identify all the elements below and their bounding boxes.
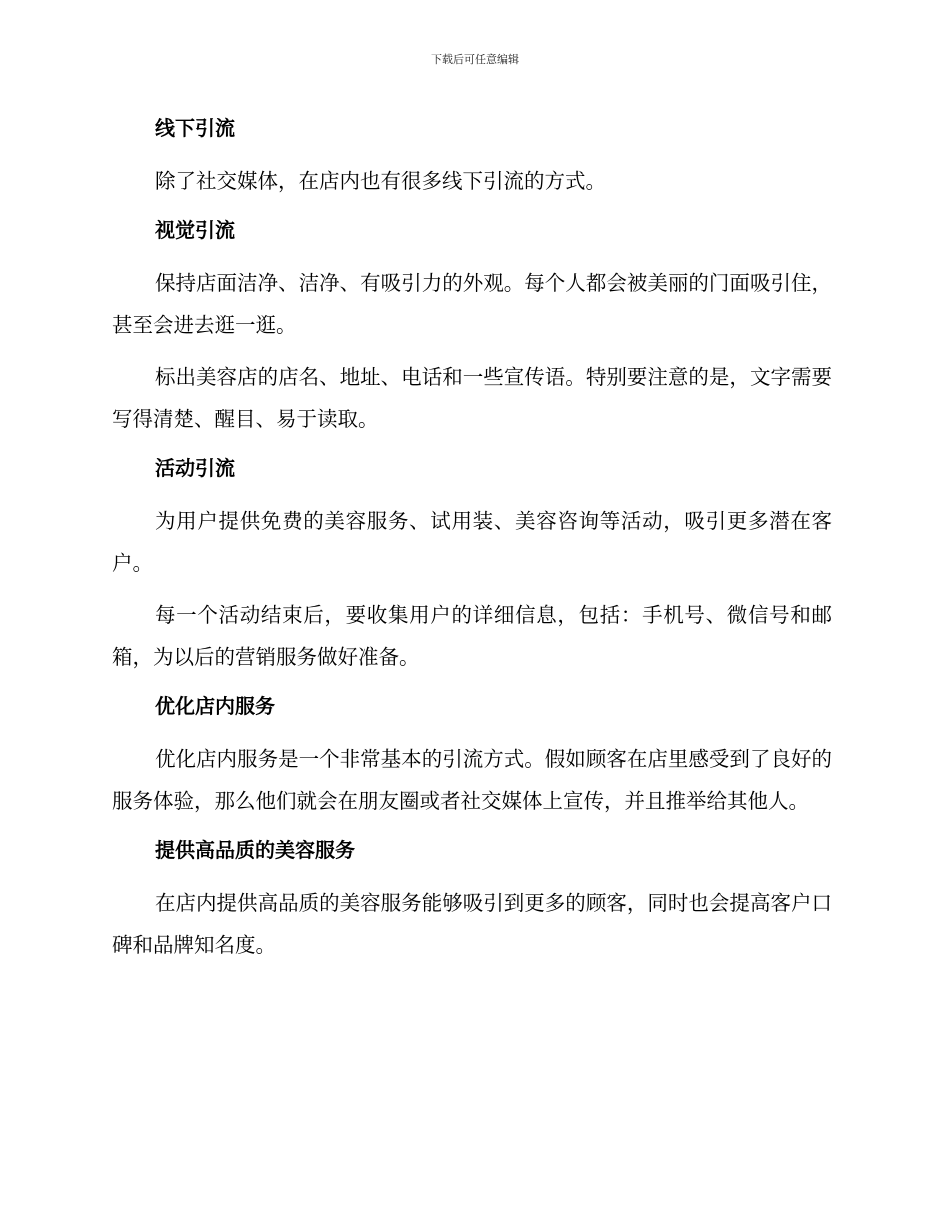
section-heading: 视觉引流 [155, 218, 235, 242]
paragraph: 为用户提供免费的美容服务、试用装、美容咨询等活动，吸引更多潜在客户。 [112, 509, 832, 575]
paragraph: 标出美容店的店名、地址、电话和一些宣传语。特别要注意的是，文字需要写得清楚、醒目、易于读取。 [112, 365, 832, 431]
section-visual-traffic [112, 212, 832, 440]
section-heading: 线下引流 [155, 116, 235, 140]
section-heading: 活动引流 [155, 456, 235, 480]
section-quality-service [112, 832, 832, 966]
section-heading: 优化店内服务 [155, 694, 275, 718]
section-optimize-service [112, 688, 832, 822]
section-offline-traffic [112, 110, 832, 202]
document-body [112, 110, 832, 966]
paragraph: 每一个活动结束后，要收集用户的详细信息，包括：手机号、微信号和邮箱，为以后的营销服务做好准备。 [112, 603, 832, 669]
paragraph: 除了社交媒体，在店内也有很多线下引流的方式。 [155, 169, 606, 193]
paragraph: 在店内提供高品质的美容服务能够吸引到更多的顾客，同时也会提高客户口碑和品牌知名度。 [112, 891, 832, 957]
paragraph: 保持店面洁净、洁净、有吸引力的外观。每个人都会被美丽的门面吸引住，甚至会进去逛一逛。 [112, 271, 832, 337]
page-header: 下载后可任意编辑 [431, 53, 519, 66]
paragraph: 优化店内服务是一个非常基本的引流方式。假如顾客在店里感受到了良好的服务体验，那么他们就会在朋友圈或者社交媒体上宣传，并且推举给其他人。 [112, 747, 832, 813]
section-event-traffic [112, 450, 832, 678]
section-heading: 提供高品质的美容服务 [155, 838, 355, 862]
